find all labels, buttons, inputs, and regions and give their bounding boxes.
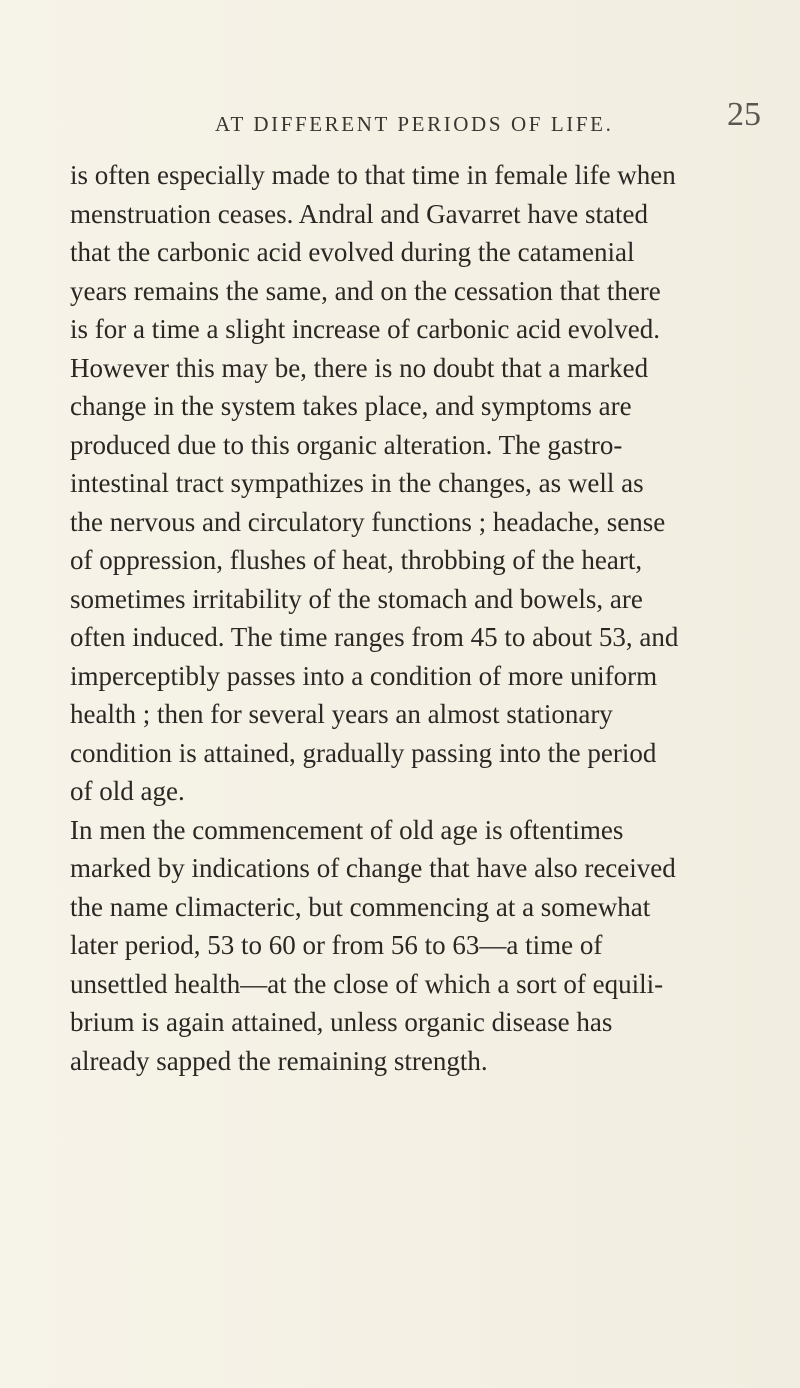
text-line: later period, 53 to 60 or from 56 to 63—a time of [70,930,603,960]
text-line: already sapped the remaining strength. [70,1045,488,1076]
text-line: sometimes irritability of the stomach and bowels, are [70,583,643,614]
text-line: is for a time a slight increase of carbonic acid evolved. [70,314,661,344]
text-line: brium is again attained, unless organic disease has [70,1007,613,1037]
page-number: 25 [727,96,761,133]
text-line: change in the system takes place, and symptoms are [70,391,632,421]
text-line: However this may be, there is no doubt that a marked [70,352,649,383]
text-line: years remains the same, and on the cessation that there [70,275,661,306]
text-line: menstruation ceases. Andral and Gavarret have stated [70,198,649,229]
paragraph-start-line: In men the commencement of old age is oftentimes [70,814,624,845]
text-line: of old age. [70,776,185,806]
text-line: unsettled health—at the close of which a sort of equili- [70,968,664,999]
text-line: the nervous and circulatory functions ; headache, sense [70,506,666,537]
text-line: health ; then for several years an almost stationary [70,699,613,729]
running-title: AT DIFFERENT PERIODS OF LIFE. [215,112,614,136]
running-head [0,94,800,134]
text-line: that the carbonic acid evolved during the catamenial [70,237,635,267]
body-text [70,156,730,1080]
text-line: the name climacteric, but commencing at a somewhat [70,891,651,922]
text-line: is often especially made to that time in female life when [70,160,676,190]
text-line: of oppression, flushes of heat, throbbing of the heart, [70,545,643,575]
text-line: often induced. The time ranges from 45 to about 53, and [70,622,679,652]
text-line: imperceptibly passes into a condition of more uniform [70,660,658,691]
text-line: produced due to this organic alteration. The gastro- [70,429,623,460]
text-line: intestinal tract sympathizes in the changes, as well as [70,468,644,498]
text-line: marked by indications of change that have also received [70,853,676,883]
text-line: condition is attained, gradually passing into the period [70,737,657,768]
